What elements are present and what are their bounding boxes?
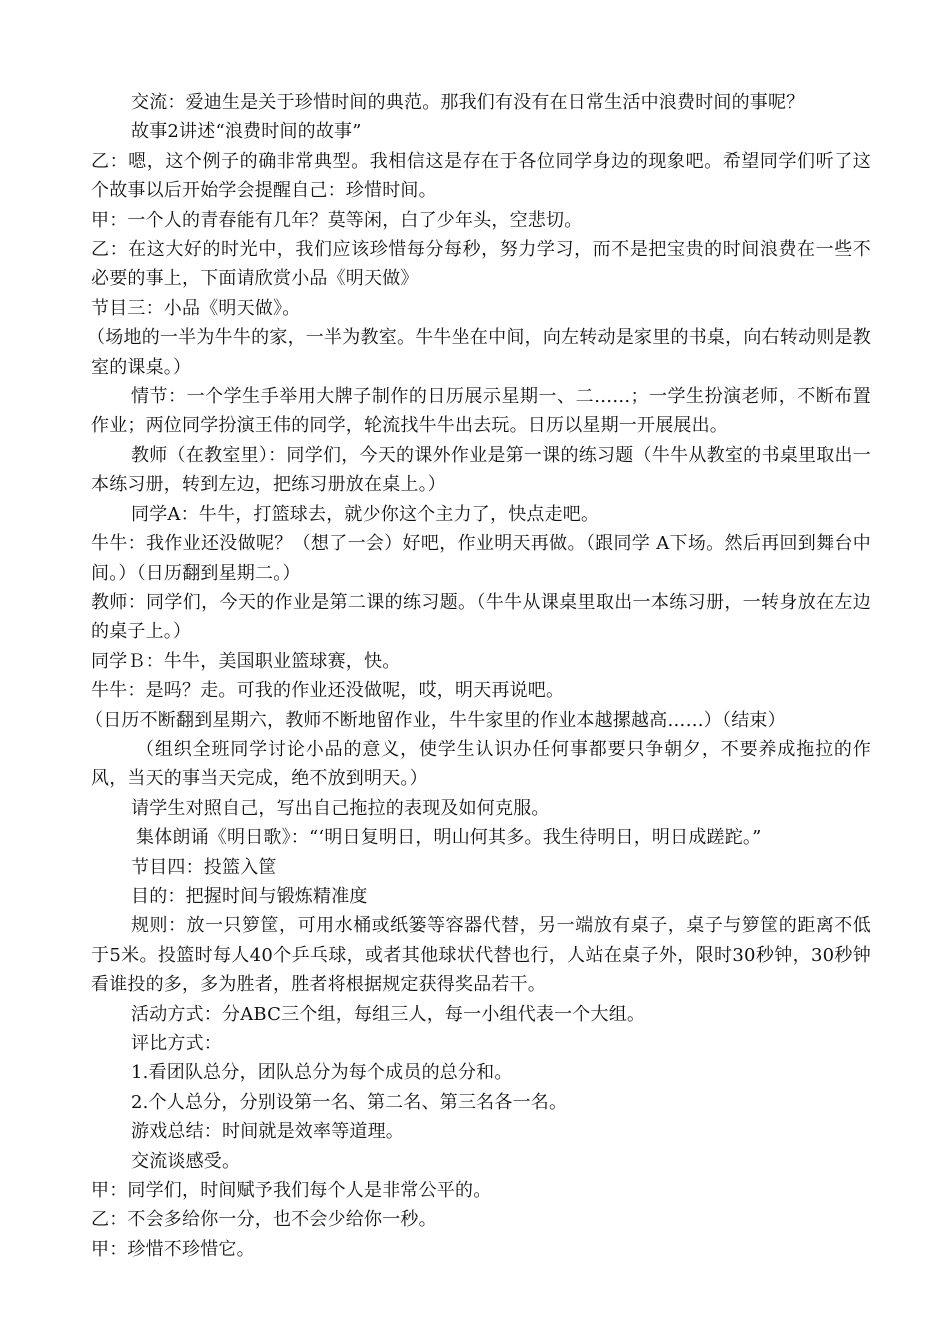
paragraph-jia-youth: 甲：一个人的青春能有几年？莫等闲，白了少年头，空悲切。 [91,209,583,231]
paragraph-share-feelings: 交流谈感受。 [131,1150,241,1172]
paragraph-individual-score: 2.个人总分，分别设第一名、第二名、第三名各一名。 [131,1091,568,1113]
paragraph-stage-setting: （场地的一半为牛牛的家，一半为教室。牛牛坐在中间，向左转动是家里的书桌，向右转动则是教室的课桌。） [87,327,871,378]
paragraph-team-score: 1.看团队总分，团队总分为每个成员的总分和。 [131,1062,513,1084]
paragraph-calendar-end: （日历不断翻到星期六，教师不断地留作业，牛牛家里的作业本越摞越高……）（结束） [85,709,786,731]
paragraph-classmate-a: 同学A：牛牛，打篮球去，就少你这个主力了，快点走吧。 [131,503,600,525]
paragraph-niuniu-tomorrow: 牛牛：是吗？走。可我的作业还没做呢，哎，明天再说吧。 [91,680,565,702]
paragraph-niuniu-homework: 牛牛：我作业还没做呢？（想了一会）好吧，作业明天再做。（跟同学 A下场。然后再回到舞台中间。）（日历翻到星期二。） [91,533,871,584]
paragraph-purpose: 目的：把握时间与锻炼精准度 [131,885,368,907]
paragraph-teacher-classroom: 教师（在教室里）：同学们，今天的课外作业是第一课的练习题（牛牛从教室的书桌里取出一本练习册，转到左边，把练习册放在桌上。） [91,444,871,496]
paragraph-exchange-edison: 交流：爱迪生是关于珍惜时间的典范。那我们有没有在日常生活中浪费时间的事呢？ [131,92,805,113]
paragraph-yi-second: 乙：不会多给你一分，也不会少给你一秒。 [91,1209,437,1231]
paragraph-self-reflection: 请学生对照自己，写出自己拖拉的表现及如何克服。 [131,797,550,819]
paragraph-recitation: 集体朗诵《明日歌》：“‘明日复明日，明山何其多。我生待明日，明日成蹉跎。” [136,827,762,849]
paragraph-class-discussion: （组织全班同学讨论小品的意义，使学生认识办任何事都要只争朝夕，不要养成拖拉的作风，当天的事当天完成，绝不放到明天。） [91,738,871,790]
paragraph-jia-cherish: 甲：珍惜不珍惜它。 [91,1238,255,1260]
paragraph-activity-method: 活动方式：分ABC三个组，每组三人，每一小组代表一个大组。 [131,1003,646,1025]
paragraph-yi-cherish: 乙：在这大好的时光中，我们应该珍惜每分每秒，努力学习，而不是把宝贵的时间浪费在一些不必要的事上，下面请欣赏小品《明天做》 [91,239,871,290]
paragraph-teacher-second: 教师：同学们，今天的作业是第二课的练习题。（牛牛从课桌里取出一本练习册，一转身放在左边的桌子上。） [91,591,871,643]
paragraph-classmate-b: 同学Ｂ：牛牛，美国职业篮球赛，快。 [91,650,401,672]
paragraph-story-2: 故事2讲述“浪费时间的故事” [131,121,362,143]
paragraph-program-four: 节目四：投篮入筐 [131,856,277,878]
paragraph-yi-example: 乙：嗯，这个例子的确非常典型。我相信这是存在于各位同学身边的现象吧。希望同学们听了这个故事以后开始学会提醒自己：珍惜时间。 [91,150,871,202]
document-body [85,88,871,1264]
paragraph-plot: 情节：一个学生手举用大牌子制作的日历展示星期一、二……；一学生扮演老师，不断布置作业；两位同学扮演王伟的同学，轮流找牛牛出去玩。日历以星期一开展展出。 [91,386,871,437]
paragraph-judging-method: 评比方式： [131,1033,222,1054]
paragraph-game-summary: 游戏总结：时间就是效率等道理。 [131,1121,404,1143]
paragraph-rules: 规则：放一只箩筐，可用水桶或纸篓等容器代替，另一端放有桌子，桌子与箩筐的距离不低于5米。投篮时每人40个乒乓球，或者其他球状代替也行，人站在桌子外，限时30秒钟，30秒钟看谁投的多，多为胜者，胜者将根据规定获得奖品若干。 [91,915,871,996]
paragraph-jia-fair: 甲：同学们，时间赋予我们每个人是非常公平的。 [91,1180,492,1202]
paragraph-program-three: 节目三：小品《明天做》。 [91,297,301,319]
